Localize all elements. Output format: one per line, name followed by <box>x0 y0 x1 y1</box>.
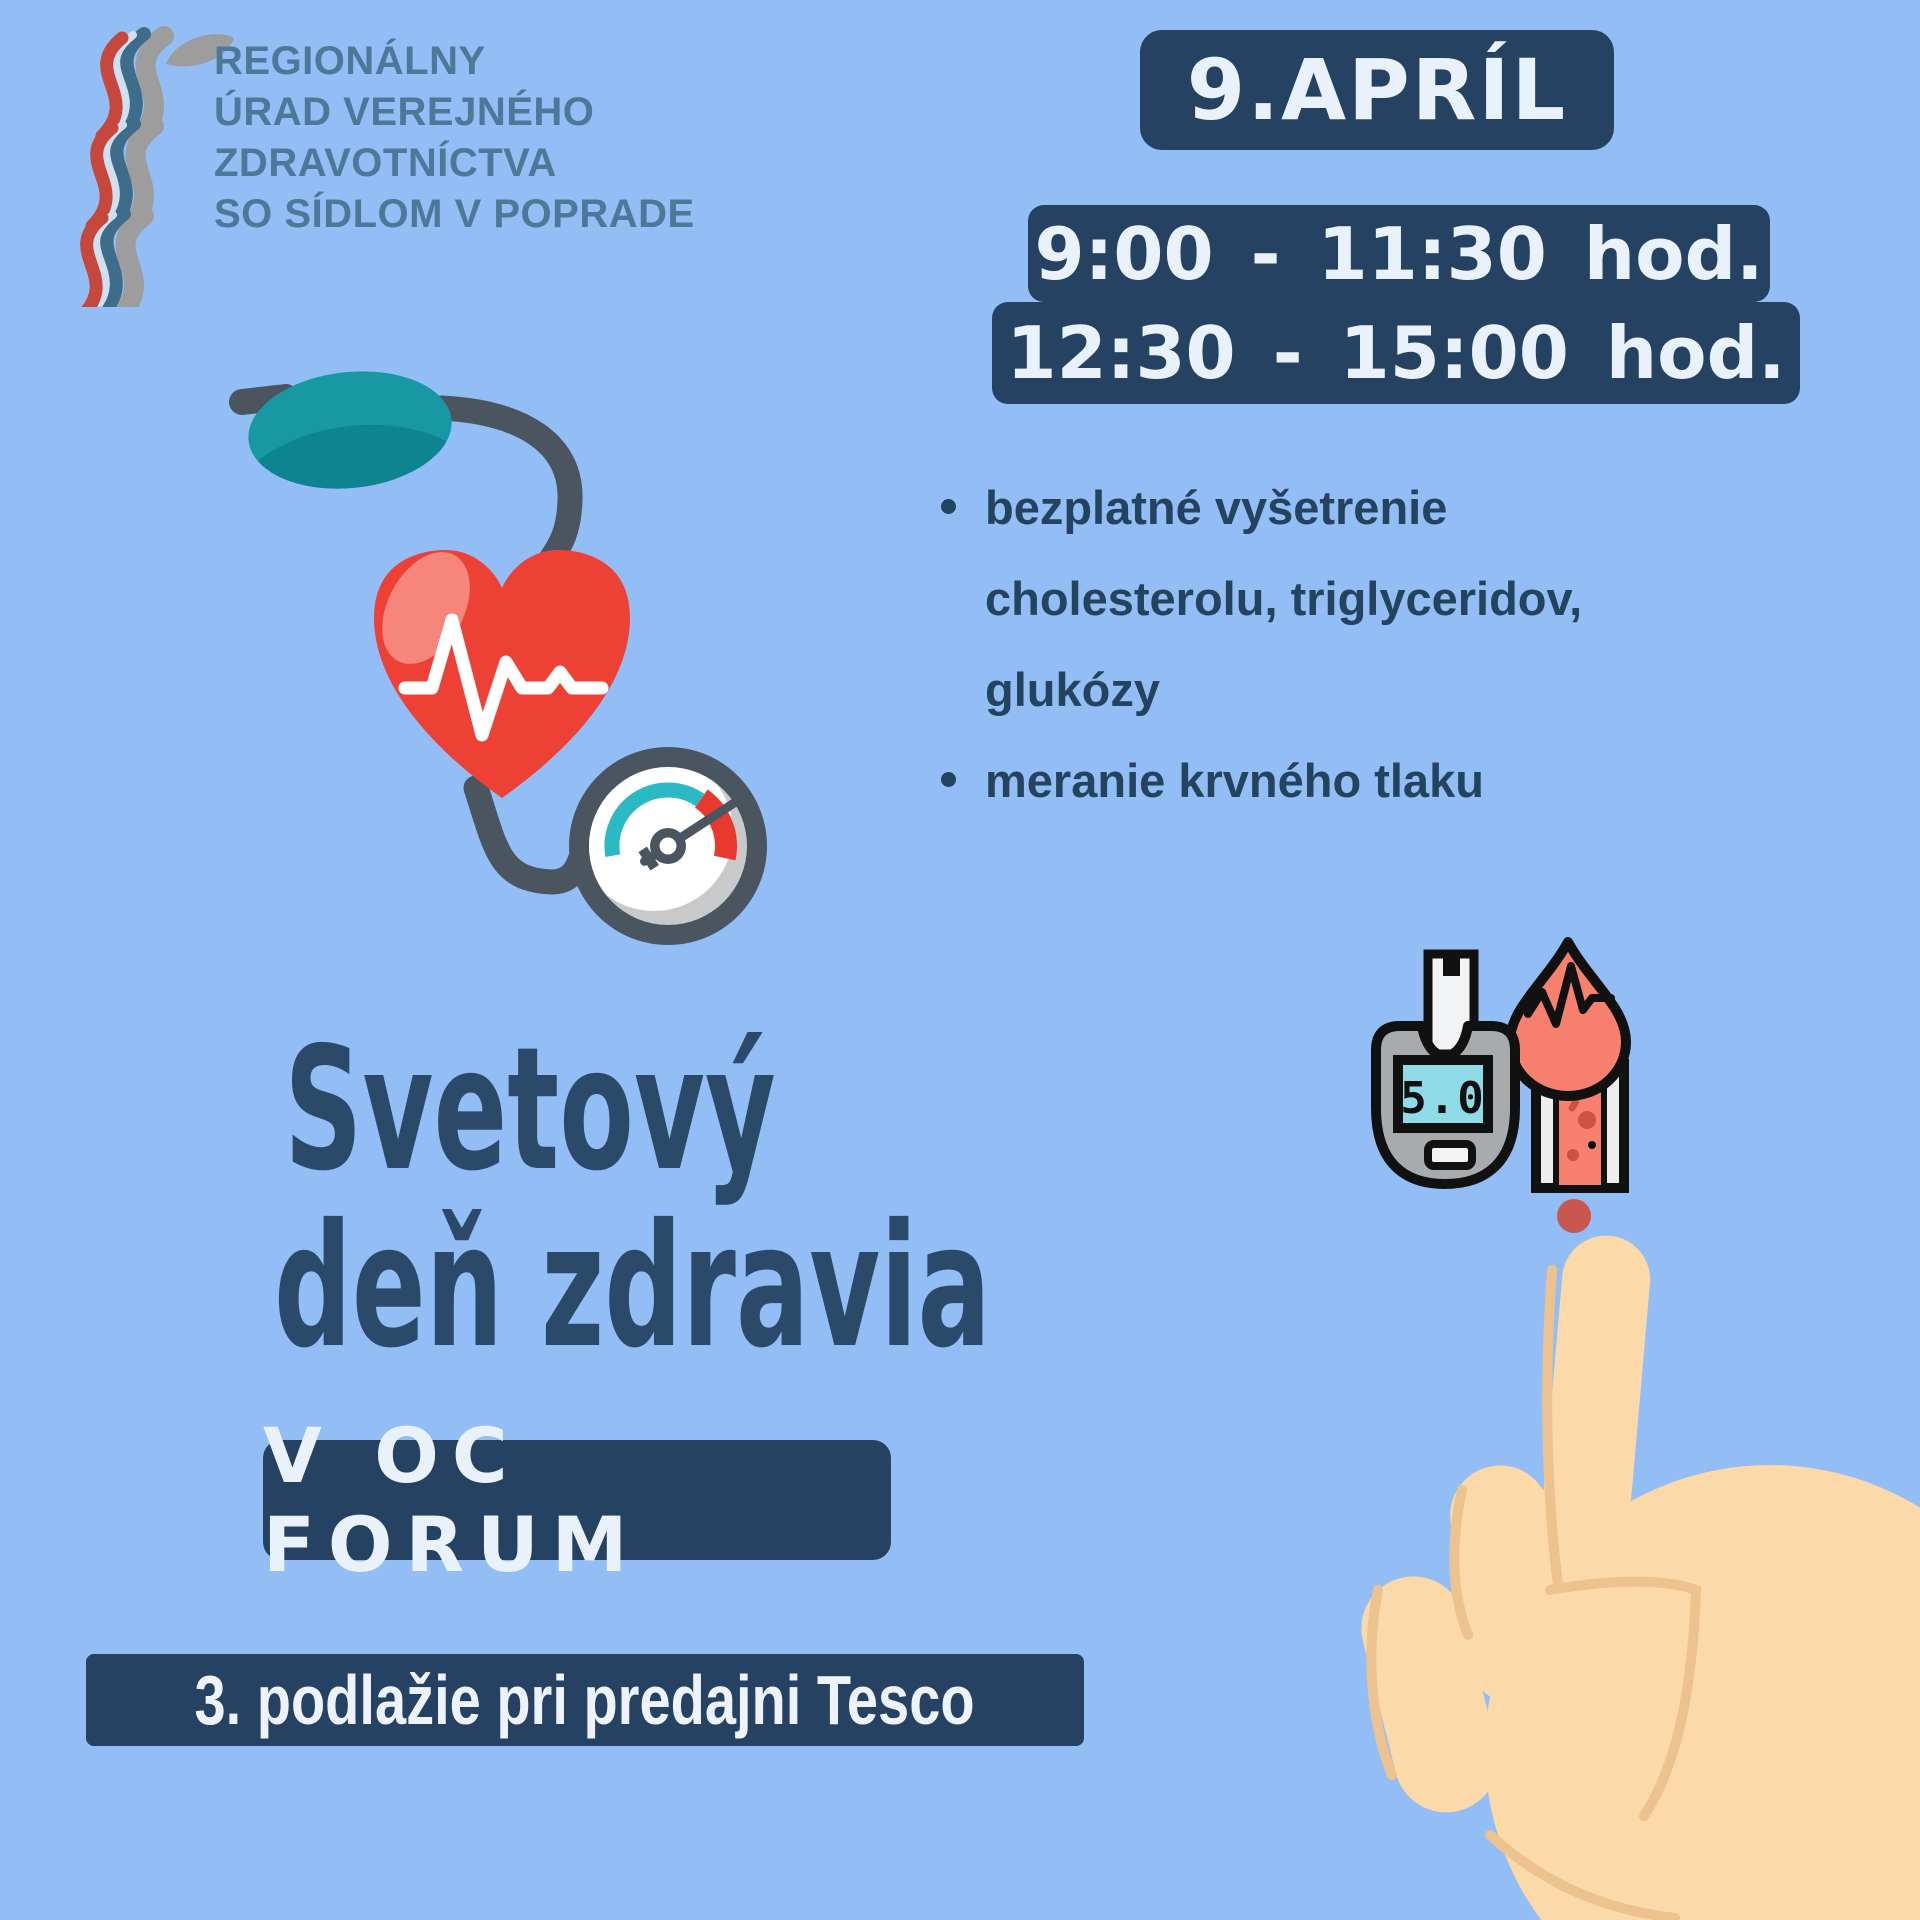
event-time-morning-badge <box>1028 205 1770 302</box>
meter-button <box>1428 1144 1472 1166</box>
meter-reading: 5.0 <box>1400 1073 1486 1124</box>
org-name <box>214 36 695 240</box>
venue-name: V OC FORUM <box>263 1411 641 1589</box>
logo-swirl-3 <box>82 214 144 307</box>
tube-lower <box>476 788 580 882</box>
venue-detail-bar <box>86 1654 1084 1746</box>
page-title <box>130 1011 991 1386</box>
title-line-2: deň zdravia <box>274 1188 991 1386</box>
venue-badge <box>263 1411 891 1589</box>
fingertip-blood-dot <box>1557 1199 1591 1233</box>
event-date-badge <box>1140 30 1614 150</box>
tube-upper <box>442 408 570 564</box>
service-item-blood-pressure: meranie krvného tlaku <box>985 735 1745 826</box>
blood-drop-icon <box>1510 942 1626 1096</box>
org-name-line: ÚRAD VEREJNÉHO <box>214 90 595 134</box>
service-item-free-tests: bezplatné vyšetrenie cholesterolu, triglyceridov, glukózy <box>985 462 1745 735</box>
org-logo-icon <box>58 22 238 307</box>
event-time-afternoon-badge <box>992 302 1800 404</box>
event-date: 9.APRÍL <box>1186 41 1568 139</box>
event-time-morning: 9:00 - 11:30 hod. <box>1034 211 1764 296</box>
blood-pressure-monitor-illustration <box>180 290 900 970</box>
title-line-1: Svetový <box>284 1011 776 1209</box>
org-name-line: SO SÍDLOM V POPRADE <box>214 192 695 236</box>
org-name-line: ZDRAVOTNÍCTVA <box>214 141 557 185</box>
org-name-line: REGIONÁLNY <box>214 39 486 83</box>
pointing-hand <box>1350 1232 1920 1920</box>
glucose-meter-illustration <box>1340 930 1920 1920</box>
pressure-gauge <box>569 747 767 945</box>
services-list <box>985 462 1745 826</box>
glucometer <box>1376 954 1515 1184</box>
event-time-afternoon: 12:30 - 15:00 hod. <box>1006 311 1786 395</box>
venue-detail: 3. podlažie pri predajni Tesco <box>194 1661 976 1739</box>
